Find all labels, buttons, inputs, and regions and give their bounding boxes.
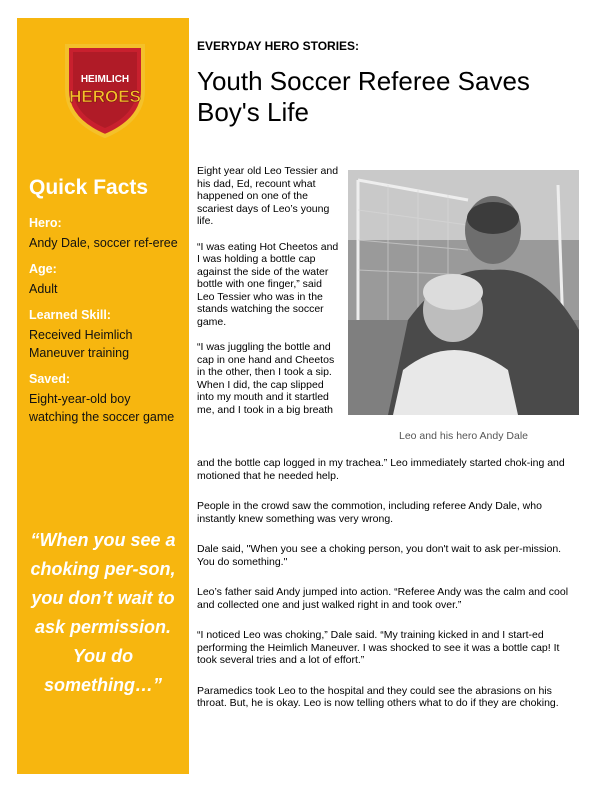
article-body-wide [197, 457, 579, 728]
quick-facts-list [29, 214, 179, 434]
quick-facts-title: Quick Facts [29, 176, 149, 199]
paragraph: “I noticed Leo was choking,” Dale said. “My training kicked in and I start-ed performing the Heimlich Maneuver. I was shocked to see it was a bottle cap! It took several tries and a lot of effort.” [197, 629, 560, 666]
article-headline: Youth Soccer Referee Saves Boy's Life [197, 66, 530, 127]
paragraph: Eight year old Leo Tessier and his dad, Ed, recount what happened on one of the scariest days of Leo’s young life. [197, 165, 339, 227]
fact-value-skill: Received Heimlich Maneuver training [29, 328, 133, 360]
paragraph: Paramedics took Leo to the hospital and they could see the abrasions on his throat. But, he is okay. Leo is now telling others what to do if they are choking. [197, 684, 559, 709]
fact-value-hero: Andy Dale, soccer ref-eree [29, 236, 178, 250]
fact-value-saved: Eight-year-old boy watching the soccer game [29, 392, 175, 424]
article-body-narrow [197, 165, 339, 429]
quick-facts-sidebar [17, 18, 189, 774]
fact-label-age: Age: [29, 262, 57, 276]
paragraph: Leo’s father said Andy jumped into action. “Referee Andy was the calm and cool and collected one and just walked right in and took over.” [197, 586, 569, 611]
series-kicker: EVERYDAY HERO STORIES: [197, 39, 360, 53]
paragraph: Dale said, "When you see a choking person, you don't wait to ask per-mission. You do something." [197, 543, 562, 568]
paragraph: and the bottle cap logged in my trachea.” Leo immediately started chok-ing and motioned that he needed help. [197, 457, 565, 482]
paragraph: People in the crowd saw the commotion, including referee Andy Dale, who instantly knew something was very wrong. [197, 500, 542, 525]
fact-value-age: Adult [29, 282, 58, 296]
logo-line2: HEROES [69, 87, 141, 106]
paragraph: “I was juggling the bottle and cap in one hand and Cheetos in the other, then I took a sip. When I did, the cap slipped into my mouth and it startled me, and I took in a big breath [197, 341, 335, 416]
photo-image [348, 170, 579, 415]
pull-quote: “When you see a choking per-son, you don’t wait to ask permission. You do something…” [30, 530, 176, 695]
hero-photo [348, 170, 579, 415]
photo-caption: Leo and his hero Andy Dale [398, 430, 528, 442]
logo-line1: HEIMLICH [80, 74, 130, 85]
heimlich-heroes-logo [59, 40, 151, 140]
fact-label-hero: Hero: [29, 216, 62, 230]
fact-label-skill: Learned Skill: [29, 308, 111, 322]
fact-label-saved: Saved: [29, 372, 70, 386]
paragraph: “I was eating Hot Cheetos and I was holding a bottle cap against the side of the water bottle with one finger,” said Leo Tessier who was in the stands watching the soccer game. [197, 240, 339, 328]
